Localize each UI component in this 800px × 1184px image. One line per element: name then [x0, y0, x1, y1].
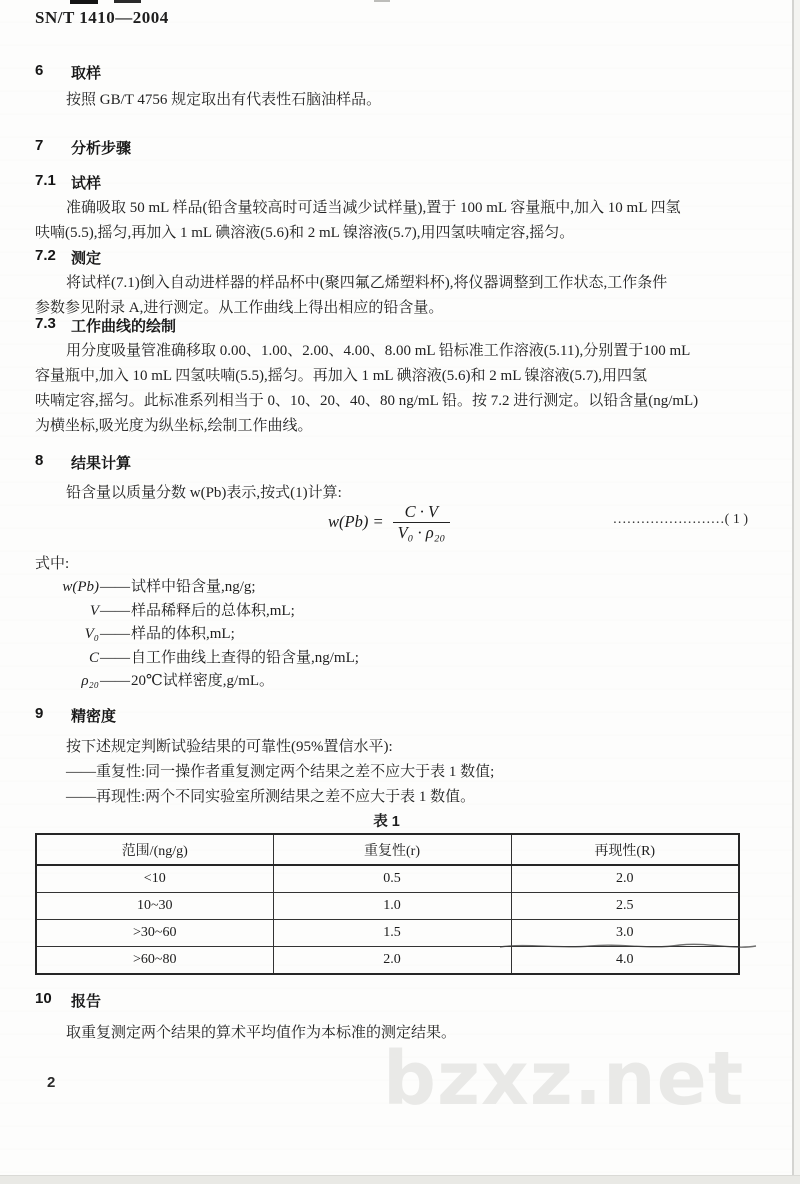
definition-dash: ——: [100, 673, 130, 689]
clause-number: 7.2: [35, 247, 56, 264]
table-cell: 2.0: [511, 865, 739, 893]
page-edge-strip: [794, 0, 800, 1184]
table-header-cell: 再现性(R): [511, 834, 739, 865]
definition-row: [35, 623, 359, 647]
table-cell: 2.0: [273, 947, 511, 975]
section-7-1-heading: [35, 172, 101, 193]
definition-dash: ——: [100, 649, 130, 666]
text-line: 呋喃(5.5),摇匀,再加入 1 mL 碘溶液(5.6)和 2 mL 镍溶液(5.7),用四氢呋喃定容,摇匀。: [35, 225, 575, 241]
scan-artifact-dash: [114, 0, 141, 3]
formula: [328, 502, 450, 543]
definition-dash: ——: [100, 579, 130, 595]
precision-table-wrap: [35, 833, 740, 975]
paragraph: [35, 339, 775, 439]
clause-title: 精密度: [71, 708, 117, 725]
definition-row: [35, 670, 359, 694]
table-row: [36, 947, 739, 975]
precision-bullet: ——再现性:两个不同实验室所测结果之差不应大于表 1 数值。: [66, 789, 476, 805]
section-6-heading: [35, 62, 101, 83]
clause-title: 分析步骤: [71, 140, 132, 157]
clause-number: 6: [35, 62, 44, 79]
definition-desc: 样品稀释后的总体积,mL;: [131, 602, 295, 619]
definition-term: C: [88, 649, 99, 666]
section-7-heading: [35, 137, 131, 158]
bottom-edge-band: [0, 1175, 800, 1184]
fraction-denominator: V₀ · ρ₂₀: [393, 522, 451, 543]
table-cell: 10~30: [36, 893, 273, 920]
section-10-heading: [35, 990, 101, 1011]
text-line: 参数参见附录 A,进行测定。从工作曲线上得出相应的铅含量。: [35, 300, 444, 316]
clause-number: 7.3: [35, 315, 56, 332]
scan-artifact-dash: [70, 0, 98, 4]
definition-term: ρ₂₀: [81, 673, 99, 689]
section-8-heading: [35, 452, 131, 473]
text-line: 取重复测定两个结果的算术平均值作为本标准的测定结果。: [66, 1025, 457, 1041]
definition-row: [35, 600, 359, 624]
clause-title: 工作曲线的绘制: [71, 318, 177, 335]
precision-bullet: ——重复性:同一操作者重复测定两个结果之差不应大于表 1 数值;: [66, 764, 495, 780]
table-header-cell: 重复性(r): [273, 834, 511, 865]
scan-artifact-dash: [374, 0, 390, 2]
equation-dots: ……………………: [612, 512, 725, 527]
definition-term: V: [89, 602, 99, 619]
where-label-row: [35, 552, 775, 577]
standard-code: SN/T 1410—2004: [35, 8, 169, 27]
definition-desc: 样品的体积,mL;: [131, 626, 235, 642]
clause-number: 7: [35, 137, 44, 154]
table-header-cell: 范围/(ng/g): [36, 834, 273, 865]
definition-term: V₀: [84, 626, 99, 642]
text-line: 准确吸取 50 mL 样品(铅含量较高时可适当减少试样量),置于 100 mL 容量瓶中,加入 10 mL 四氢: [66, 200, 681, 216]
text-line: 铅含量以质量分数 w(Pb)表示,按式(1)计算:: [66, 485, 342, 501]
clause-title: 测定: [71, 250, 102, 267]
clause-title: 取样: [71, 65, 102, 82]
text-line: 为横坐标,吸光度为纵坐标,绘制工作曲线。: [35, 418, 313, 434]
table-row: [36, 893, 739, 920]
formula-lhs: w(Pb) =: [328, 512, 384, 532]
page-number: 2: [47, 1074, 56, 1091]
table-cell: 4.0: [511, 947, 739, 975]
text-line: 呋喃定容,摇匀。此标准系列相当于 0、10、20、40、80 ng/mL 铅。按 7.2 进行测定。以铅含量(ng/mL): [35, 393, 699, 409]
equation-reference: [613, 512, 748, 528]
text-line: 按照 GB/T 4756 规定取出有代表性石脑油样品。: [66, 92, 382, 108]
equation-number: ( 1 ): [724, 512, 748, 527]
paragraph: [35, 735, 775, 810]
definitions-list: [35, 576, 359, 694]
definition-desc: 试样中铅含量,ng/g;: [131, 579, 256, 595]
fraction-numerator: C · V: [404, 502, 439, 521]
definition-row: [35, 576, 359, 600]
definition-row: [35, 647, 359, 671]
section-7-2-heading: [35, 247, 101, 268]
paragraph: [35, 271, 775, 321]
section-9-heading: [35, 705, 116, 726]
paragraph: [35, 196, 775, 246]
paragraph: [35, 88, 775, 113]
clause-title: 结果计算: [71, 455, 132, 472]
table-cell: 1.0: [273, 893, 511, 920]
table-cell: <10: [36, 865, 273, 893]
definition-dash: ——: [100, 602, 130, 619]
definition-desc: 20℃试样密度,g/mL。: [131, 673, 275, 689]
definition-dash: ——: [100, 626, 130, 642]
table-row: [36, 920, 739, 947]
formula-row: [35, 500, 765, 554]
clause-number: 7.1: [35, 172, 56, 189]
table-header-row: [36, 834, 739, 865]
table-row: [36, 865, 739, 893]
definition-desc: 自工作曲线上查得的铅含量,ng/mL;: [131, 649, 359, 666]
clause-number: 10: [35, 990, 52, 1007]
section-7-3-heading: [35, 315, 176, 336]
precision-table: [35, 833, 740, 975]
definition-term: w(Pb): [62, 579, 99, 595]
table-cell: >60~80: [36, 947, 273, 975]
text-line: 用分度吸量管准确移取 0.00、1.00、2.00、4.00、8.00 mL 铅标准工作溶液(5.11),分别置于100 mL: [66, 343, 691, 359]
table-cell: 2.5: [511, 893, 739, 920]
text-line: 将试样(7.1)倒入自动进样器的样品杯中(聚四氟乙烯塑料杯),将仪器调整到工作状态,工作条件: [66, 275, 668, 291]
clause-number: 9: [35, 705, 44, 722]
clause-number: 8: [35, 452, 44, 469]
table-cell: 0.5: [273, 865, 511, 893]
table-caption: 表 1: [373, 814, 400, 830]
watermark: bzxz.net: [383, 1036, 745, 1122]
where-label: 式中:: [35, 556, 70, 572]
fraction: [393, 502, 451, 543]
page-edge-line: [792, 0, 794, 1184]
text-line: 按下述规定判断试验结果的可靠性(95%置信水平):: [66, 739, 393, 755]
clause-title: 报告: [71, 993, 102, 1010]
text-line: 容量瓶中,加入 10 mL 四氢呋喃(5.5),摇匀。再加入 1 mL 碘溶液(5.6)和 2 mL 镍溶液(5.7),用四氢: [35, 368, 648, 384]
table-cell: >30~60: [36, 920, 273, 947]
paragraph: [35, 1021, 775, 1046]
table-cell: 1.5: [273, 920, 511, 947]
clause-title: 试样: [71, 175, 102, 192]
table-cell: 3.0: [511, 920, 739, 947]
